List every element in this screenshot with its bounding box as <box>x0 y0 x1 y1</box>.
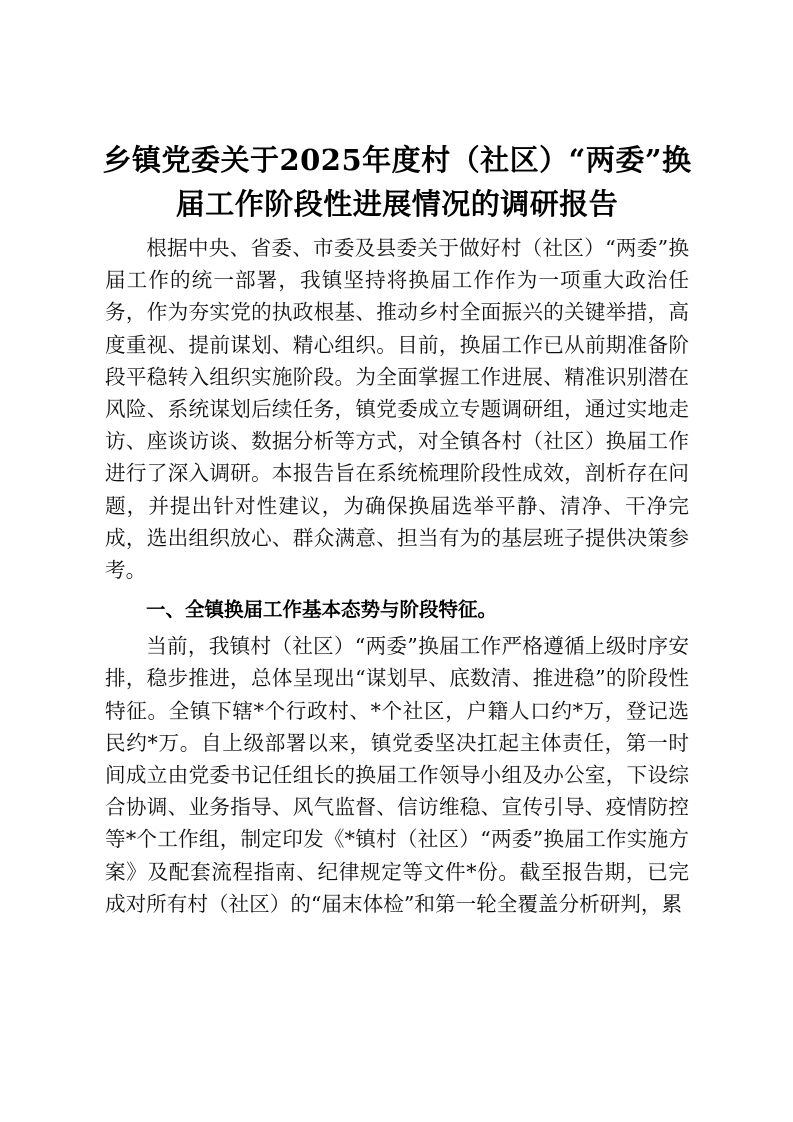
document-title <box>100 138 694 226</box>
intro-paragraph: 根据中央、省委、市委及县委关于做好村（社区）“两委”换届工作的统一部署，我镇坚持将换届工作作为一项重大政治任务，作为夯实党的执政根基、推动乡村全面振兴的关键举措，高度重视、提前谋划、精心组织。目前，换届工作已从前期准备阶段平稳转入组织实施阶段。为全面掌握工作进展、精准识别潜在风险、系统谋划后续任务，镇党委成立专题调研组，通过实地走访、座谈访谈、数据分析等方式，对全镇各村（社区）换届工作进行了深入调研。本报告旨在系统梳理阶段性成效，剖析存在问题，并提出针对性建议，为确保换届选举平静、清净、干净完成，选出组织放心、群众满意、担当有为的基层班子提供决策参考。 <box>105 236 689 583</box>
section-1-paragraph: 当前，我镇村（社区）“两委”换届工作严格遵循上级时序安排，稳步推进，总体呈现出“谋划早、底数清、推进稳”的阶段性特征。全镇下辖*个行政村、*个社区，户籍人口约*万，登记选民约*万。自上级部署以来，镇党委坚决扛起主体责任，第一时间成立由党委书记任组长的换届工作领导小组及办公室，下设综合协调、业务指导、风气监督、信访维稳、宣传引导、疫情防控等*个工作组，制定印发《*镇村（社区）“两委”换届工作实施方案》及配套流程指南、纪律规定等文件*份。截至报告期，已完成对所有村（社区）的“届末体检”和第一轮全覆盖分析研判，累 <box>105 634 689 916</box>
title-line-2: 届工作阶段性进展情况的调研报告 <box>175 187 619 221</box>
title-line-1: 乡镇党委关于2025年度村（社区）“两委”换 <box>102 143 692 177</box>
section-1-heading: 一、全镇换届工作基本态势与阶段特征。 <box>145 598 497 622</box>
document-body <box>105 232 689 920</box>
